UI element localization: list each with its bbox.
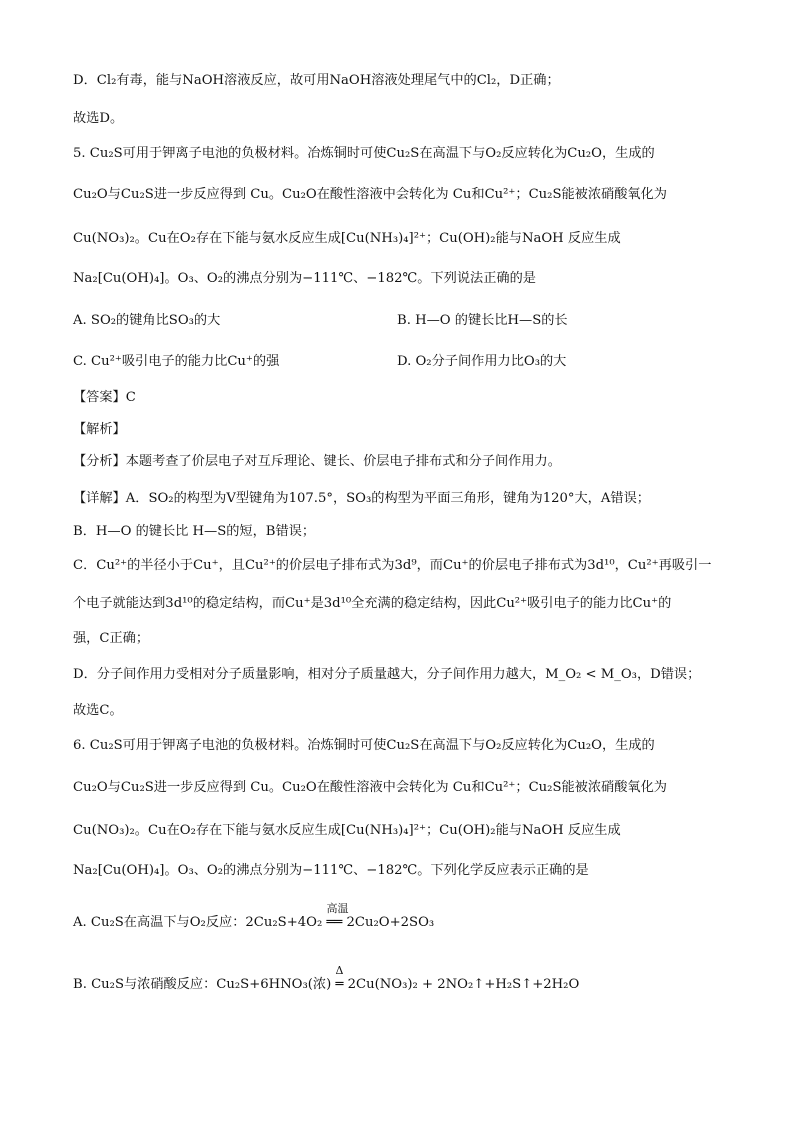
text-line: D．Cl₂有毒，能与NaOH溶液反应，故可用NaOH溶液处理尾气中的Cl₂，D正确； <box>73 73 560 88</box>
analysis-detail: 个电子就能达到3d¹⁰的稳定结构，而Cu⁺是3d¹⁰全充满的稳定结构，因此Cu²⁺吸引电子的能力比Cu⁺的 <box>73 596 672 611</box>
condition-label: 高温 <box>326 902 349 915</box>
question-6-stem: Cu₂O与Cu₂S进一步反应得到 Cu。Cu₂O在酸性溶液中会转化为 Cu和Cu²⁺；Cu₂S能被浓硝酸氧化为 <box>73 780 667 795</box>
analysis-label: 【解析】 <box>73 422 126 437</box>
equation-left: B. Cu₂S与浓硝酸反应：Cu₂S+6HNO₃(浓) <box>73 977 332 992</box>
question-5-stem: Cu₂O与Cu₂S进一步反应得到 Cu。Cu₂O在酸性溶液中会转化为 Cu和Cu²⁺；Cu₂S能被浓硝酸氧化为 <box>73 187 667 202</box>
analysis-detail: C．Cu²⁺的半径小于Cu⁺，且Cu²⁺的价层电子排布式为3d⁹，而Cu⁺的价层电子排布式为3d¹⁰，Cu²⁺再吸引一 <box>73 558 712 573</box>
condition-label: Δ <box>335 964 344 977</box>
option-d: D. O₂分子间作用力比O₃的大 <box>397 354 567 369</box>
option-b: B. H—O 的键长比H—S的长 <box>397 313 568 328</box>
analysis-detail: 【详解】A．SO₂的构型为V型键角为107.5°，SO₃的构型为平面三角形，键角为120°大，A错误； <box>73 491 650 506</box>
equation-left: A. Cu₂S在高温下与O₂反应：2Cu₂S+4O₂ <box>73 915 323 930</box>
question-5-stem: 5. Cu₂S可用于钾离子电池的负极材料。冶炼铜时可使Cu₂S在高温下与O₂反应转化为Cu₂O，生成的 <box>73 146 655 161</box>
question-6-stem: Na₂[Cu(OH)₄]。O₃、O₂的沸点分别为−111℃、−182℃。下列化学反应表示正确的是 <box>73 863 589 878</box>
question-5-stem: Na₂[Cu(OH)₄]。O₃、O₂的沸点分别为−111℃、−182℃。下列说法正确的是 <box>73 271 536 286</box>
option-c: C. Cu²⁺吸引电子的能力比Cu⁺的强 <box>73 354 280 369</box>
answer-label: 【答案】C <box>73 390 136 405</box>
question-6-stem: 6. Cu₂S可用于钾离子电池的负极材料。冶炼铜时可使Cu₂S在高温下与O₂反应转化为Cu₂O，生成的 <box>73 738 655 753</box>
reaction-condition <box>326 902 349 934</box>
reaction-condition <box>335 964 344 996</box>
option-b <box>73 964 580 996</box>
equation-right: 2Cu(NO₃)₂ + 2NO₂↑+H₂S↑+2H₂O <box>347 977 580 992</box>
equals-sign: ══ <box>326 915 343 930</box>
analysis-detail: 强，C正确； <box>73 631 150 646</box>
analysis-conclusion: 故选C。 <box>73 703 123 718</box>
question-5-stem: Cu(NO₃)₂。Cu在O₂存在下能与氨水反应生成[Cu(NH₃)₄]²⁺；Cu(OH)₂能与NaOH 反应生成 <box>73 231 621 246</box>
question-6-stem: Cu(NO₃)₂。Cu在O₂存在下能与氨水反应生成[Cu(NH₃)₄]²⁺；Cu(OH)₂能与NaOH 反应生成 <box>73 823 621 838</box>
text-line: 故选D。 <box>73 111 124 126</box>
analysis-detail: B．H—O 的键长比 H—S的短，B错误； <box>73 524 316 539</box>
equals-sign: ═ <box>335 977 344 992</box>
option-a: A. SO₂的键角比SO₃的大 <box>73 313 221 328</box>
option-a <box>73 902 435 934</box>
analysis-summary: 【分析】本题考查了价层电子对互斥理论、键长、价层电子排布式和分子间作用力。 <box>73 454 561 469</box>
analysis-detail: D．分子间作用力受相对分子质量影响，相对分子质量越大，分子间作用力越大，M_O₂ < M_O₃，D错误； <box>73 667 701 682</box>
equation-right: 2Cu₂O+2SO₃ <box>346 915 435 930</box>
